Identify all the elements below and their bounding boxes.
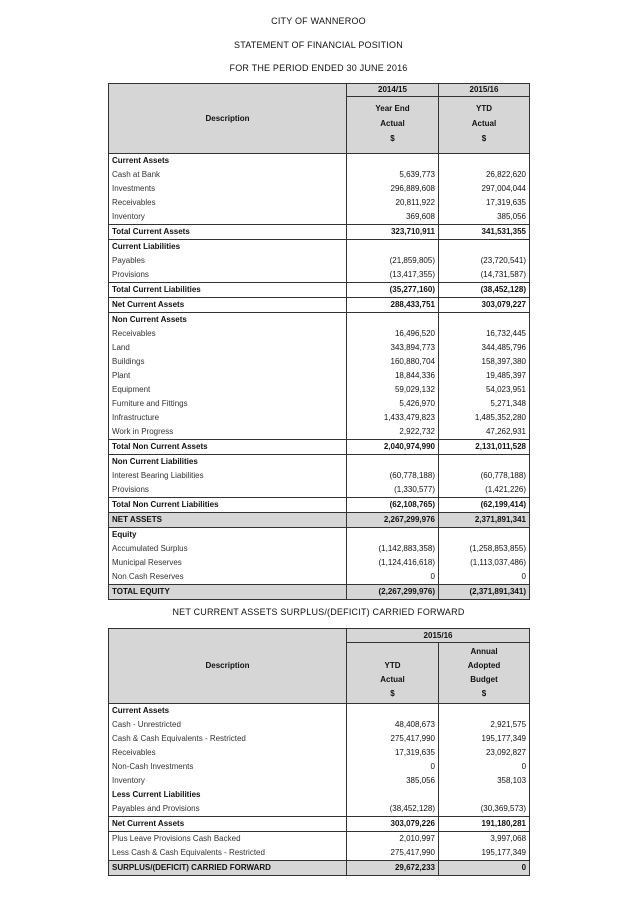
table-row — [109, 440, 530, 455]
row-value-2: 344,485,796 — [439, 341, 530, 355]
row-label: Non Cash Reserves — [109, 570, 347, 585]
table-row — [109, 355, 530, 369]
row-label: Infrastructure — [109, 411, 347, 425]
row-label: Current Assets — [109, 704, 347, 719]
table-row — [109, 283, 530, 298]
table-row — [109, 788, 530, 802]
row-label: Total Non Current Liabilities — [109, 498, 347, 513]
table-row — [109, 313, 530, 328]
row-value-1: 18,844,336 — [347, 369, 439, 383]
table-row — [109, 513, 530, 528]
row-value-1: (62,108,765) — [347, 498, 439, 513]
row-value-1: 5,426,970 — [347, 397, 439, 411]
row-value-2: 17,319,635 — [439, 196, 530, 210]
table-row — [109, 225, 530, 240]
row-label: Equipment — [109, 383, 347, 397]
row-value-2: (14,731,587) — [439, 268, 530, 283]
table-row — [109, 154, 530, 169]
row-value-1: 5,639,773 — [347, 168, 439, 182]
row-label: Net Current Assets — [109, 298, 347, 313]
row-value-1 — [347, 704, 439, 719]
row-value-2: 5,271,348 — [439, 397, 530, 411]
row-value-2: (1,258,853,855) — [439, 542, 530, 556]
table-row — [109, 802, 530, 817]
row-value-1: 59,029,132 — [347, 383, 439, 397]
row-value-1: 275,417,990 — [347, 732, 439, 746]
table-row — [109, 846, 530, 861]
row-label: Non-Cash Investments — [109, 760, 347, 774]
row-label: Payables and Provisions — [109, 802, 347, 817]
statement-title: STATEMENT OF FINANCIAL POSITION — [234, 40, 403, 50]
row-value-2 — [439, 240, 530, 255]
row-value-2: 1,485,352,280 — [439, 411, 530, 425]
row-value-1: (35,277,160) — [347, 283, 439, 298]
table-row — [109, 774, 530, 788]
table-row — [109, 817, 530, 832]
row-value-1: 288,433,751 — [347, 298, 439, 313]
table-row — [109, 327, 530, 341]
row-value-1: 385,056 — [347, 774, 439, 788]
row-label: Provisions — [109, 268, 347, 283]
table-row — [109, 369, 530, 383]
row-value-1: 16,496,520 — [347, 327, 439, 341]
row-value-1: (38,452,128) — [347, 802, 439, 817]
row-value-2: 16,732,445 — [439, 327, 530, 341]
row-value-1 — [347, 455, 439, 470]
row-value-2: 303,079,227 — [439, 298, 530, 313]
row-value-1: (1,142,883,358) — [347, 542, 439, 556]
table-row — [109, 542, 530, 556]
row-value-1: 2,267,299,976 — [347, 513, 439, 528]
row-label: Equity — [109, 528, 347, 543]
row-value-1: 48,408,673 — [347, 718, 439, 732]
row-label: Furniture and Fittings — [109, 397, 347, 411]
row-value-2: 0 — [439, 861, 530, 876]
row-value-2: 2,371,891,341 — [439, 513, 530, 528]
table-row — [109, 832, 530, 847]
row-value-2: (1,421,226) — [439, 483, 530, 498]
row-value-2: (1,113,037,486) — [439, 556, 530, 570]
row-value-2 — [439, 313, 530, 328]
row-value-1: 17,319,635 — [347, 746, 439, 760]
row-value-1: 0 — [347, 760, 439, 774]
row-value-1: 29,672,233 — [347, 861, 439, 876]
row-value-1: 323,710,911 — [347, 225, 439, 240]
period-title: FOR THE PERIOD ENDED 30 JUNE 2016 — [229, 63, 408, 73]
table-row — [109, 411, 530, 425]
table-row — [109, 732, 530, 746]
row-label: Current Assets — [109, 154, 347, 169]
row-label: Investments — [109, 182, 347, 196]
row-value-1: (13,417,355) — [347, 268, 439, 283]
org-title: CITY OF WANNEROO — [271, 16, 366, 26]
table-row — [109, 861, 530, 876]
col2-year: 2015/16 — [439, 84, 530, 97]
row-label: SURPLUS/(DEFICIT) CARRIED FORWARD — [109, 861, 347, 876]
table-row — [109, 570, 530, 585]
row-value-2 — [439, 528, 530, 543]
row-label: Cash - Unrestricted — [109, 718, 347, 732]
row-value-2: 358,103 — [439, 774, 530, 788]
row-label: Current Liabilities — [109, 240, 347, 255]
row-label: Interest Bearing Liabilities — [109, 469, 347, 483]
row-value-2: (23,720,541) — [439, 254, 530, 268]
row-label: Land — [109, 341, 347, 355]
row-value-2: 195,177,349 — [439, 846, 530, 861]
row-label: Receivables — [109, 327, 347, 341]
row-label: Provisions — [109, 483, 347, 498]
surplus-table — [108, 628, 530, 876]
year-header-2: 2015/16 — [347, 629, 530, 643]
table-row — [109, 268, 530, 283]
row-value-1: 275,417,990 — [347, 846, 439, 861]
table-row — [109, 240, 530, 255]
row-value-1 — [347, 240, 439, 255]
row-value-1: (1,330,577) — [347, 483, 439, 498]
table-row — [109, 254, 530, 268]
row-value-2: (30,369,573) — [439, 802, 530, 817]
row-label: TOTAL EQUITY — [109, 585, 347, 600]
row-value-1 — [347, 313, 439, 328]
row-value-2: 23,092,827 — [439, 746, 530, 760]
desc-header: Description — [109, 84, 347, 154]
table-row — [109, 498, 530, 513]
table-row — [109, 746, 530, 760]
col2-header: YTD Actual $ — [439, 97, 530, 154]
row-value-1: (1,124,416,618) — [347, 556, 439, 570]
financial-position-table — [108, 83, 530, 600]
row-label: Receivables — [109, 196, 347, 210]
row-value-1: 303,079,226 — [347, 817, 439, 832]
row-value-1: 1,433,479,823 — [347, 411, 439, 425]
row-value-2 — [439, 704, 530, 719]
table-row — [109, 704, 530, 719]
row-value-2: 2,921,575 — [439, 718, 530, 732]
row-label: Receivables — [109, 746, 347, 760]
row-value-2: (62,199,414) — [439, 498, 530, 513]
row-value-1: (60,778,188) — [347, 469, 439, 483]
row-value-2: 2,131,011,528 — [439, 440, 530, 455]
row-value-1: 296,889,608 — [347, 182, 439, 196]
row-label: Inventory — [109, 774, 347, 788]
row-value-2: 297,004,044 — [439, 182, 530, 196]
row-label: Non Current Liabilities — [109, 455, 347, 470]
table-row — [109, 528, 530, 543]
row-value-1: 2,010,997 — [347, 832, 439, 847]
table-row — [109, 585, 530, 600]
desc-header-2: Description — [109, 629, 347, 704]
col1-year: 2014/15 — [347, 84, 439, 97]
table-row — [109, 760, 530, 774]
row-value-2: 195,177,349 — [439, 732, 530, 746]
row-value-2: 341,531,355 — [439, 225, 530, 240]
row-label: Net Current Assets — [109, 817, 347, 832]
row-value-2: (2,371,891,341) — [439, 585, 530, 600]
row-label: Inventory — [109, 210, 347, 225]
table-row — [109, 469, 530, 483]
row-label: Accumulated Surplus — [109, 542, 347, 556]
row-label: Payables — [109, 254, 347, 268]
row-label: Cash at Bank — [109, 168, 347, 182]
row-value-1 — [347, 528, 439, 543]
row-label: NET ASSETS — [109, 513, 347, 528]
row-value-1: 369,608 — [347, 210, 439, 225]
table-row — [109, 383, 530, 397]
row-value-2: (38,452,128) — [439, 283, 530, 298]
row-value-2: 191,180,281 — [439, 817, 530, 832]
row-label: Less Current Liabilities — [109, 788, 347, 802]
row-value-2: 158,397,380 — [439, 355, 530, 369]
row-value-2: 54,023,951 — [439, 383, 530, 397]
row-label: Total Current Assets — [109, 225, 347, 240]
row-value-1 — [347, 788, 439, 802]
table-row — [109, 196, 530, 210]
row-value-1: 343,894,773 — [347, 341, 439, 355]
table-row — [109, 397, 530, 411]
table-row — [109, 718, 530, 732]
row-value-2: 0 — [439, 760, 530, 774]
row-label: Total Current Liabilities — [109, 283, 347, 298]
table-row — [109, 455, 530, 470]
row-label: Less Cash & Cash Equivalents - Restricted — [109, 846, 347, 861]
row-value-2: 47,262,931 — [439, 425, 530, 440]
col1-header: Year End Actual $ — [347, 97, 439, 154]
row-label: Municipal Reserves — [109, 556, 347, 570]
row-value-1: 0 — [347, 570, 439, 585]
row-label: Work in Progress — [109, 425, 347, 440]
row-value-2: 385,056 — [439, 210, 530, 225]
table-row — [109, 298, 530, 313]
row-value-2: 0 — [439, 570, 530, 585]
row-value-1: 2,040,974,990 — [347, 440, 439, 455]
row-value-1: (2,267,299,976) — [347, 585, 439, 600]
row-value-1: (21,859,805) — [347, 254, 439, 268]
table-row — [109, 341, 530, 355]
row-value-2: 26,822,620 — [439, 168, 530, 182]
row-value-2: 19,485,397 — [439, 369, 530, 383]
row-label: Plant — [109, 369, 347, 383]
col1-header-2: YTD Actual $ — [347, 643, 439, 704]
table-row — [109, 168, 530, 182]
row-value-2 — [439, 455, 530, 470]
row-value-1: 160,880,704 — [347, 355, 439, 369]
table-row — [109, 556, 530, 570]
row-value-1: 2,922,732 — [347, 425, 439, 440]
row-label: Non Current Assets — [109, 313, 347, 328]
table-row — [109, 425, 530, 440]
section2-title: NET CURRENT ASSETS SURPLUS/(DEFICIT) CARRIED FORWARD — [172, 607, 465, 617]
row-value-1: 20,811,922 — [347, 196, 439, 210]
row-value-2 — [439, 154, 530, 169]
row-label: Buildings — [109, 355, 347, 369]
row-label: Cash & Cash Equivalents - Restricted — [109, 732, 347, 746]
row-label: Plus Leave Provisions Cash Backed — [109, 832, 347, 847]
table-row — [109, 210, 530, 225]
col2-header-2: Annual Adopted Budget $ — [439, 643, 530, 704]
row-value-1 — [347, 154, 439, 169]
table-row — [109, 182, 530, 196]
row-value-2 — [439, 788, 530, 802]
row-label: Total Non Current Assets — [109, 440, 347, 455]
row-value-2: (60,778,188) — [439, 469, 530, 483]
table-row — [109, 483, 530, 498]
row-value-2: 3,997,068 — [439, 832, 530, 847]
